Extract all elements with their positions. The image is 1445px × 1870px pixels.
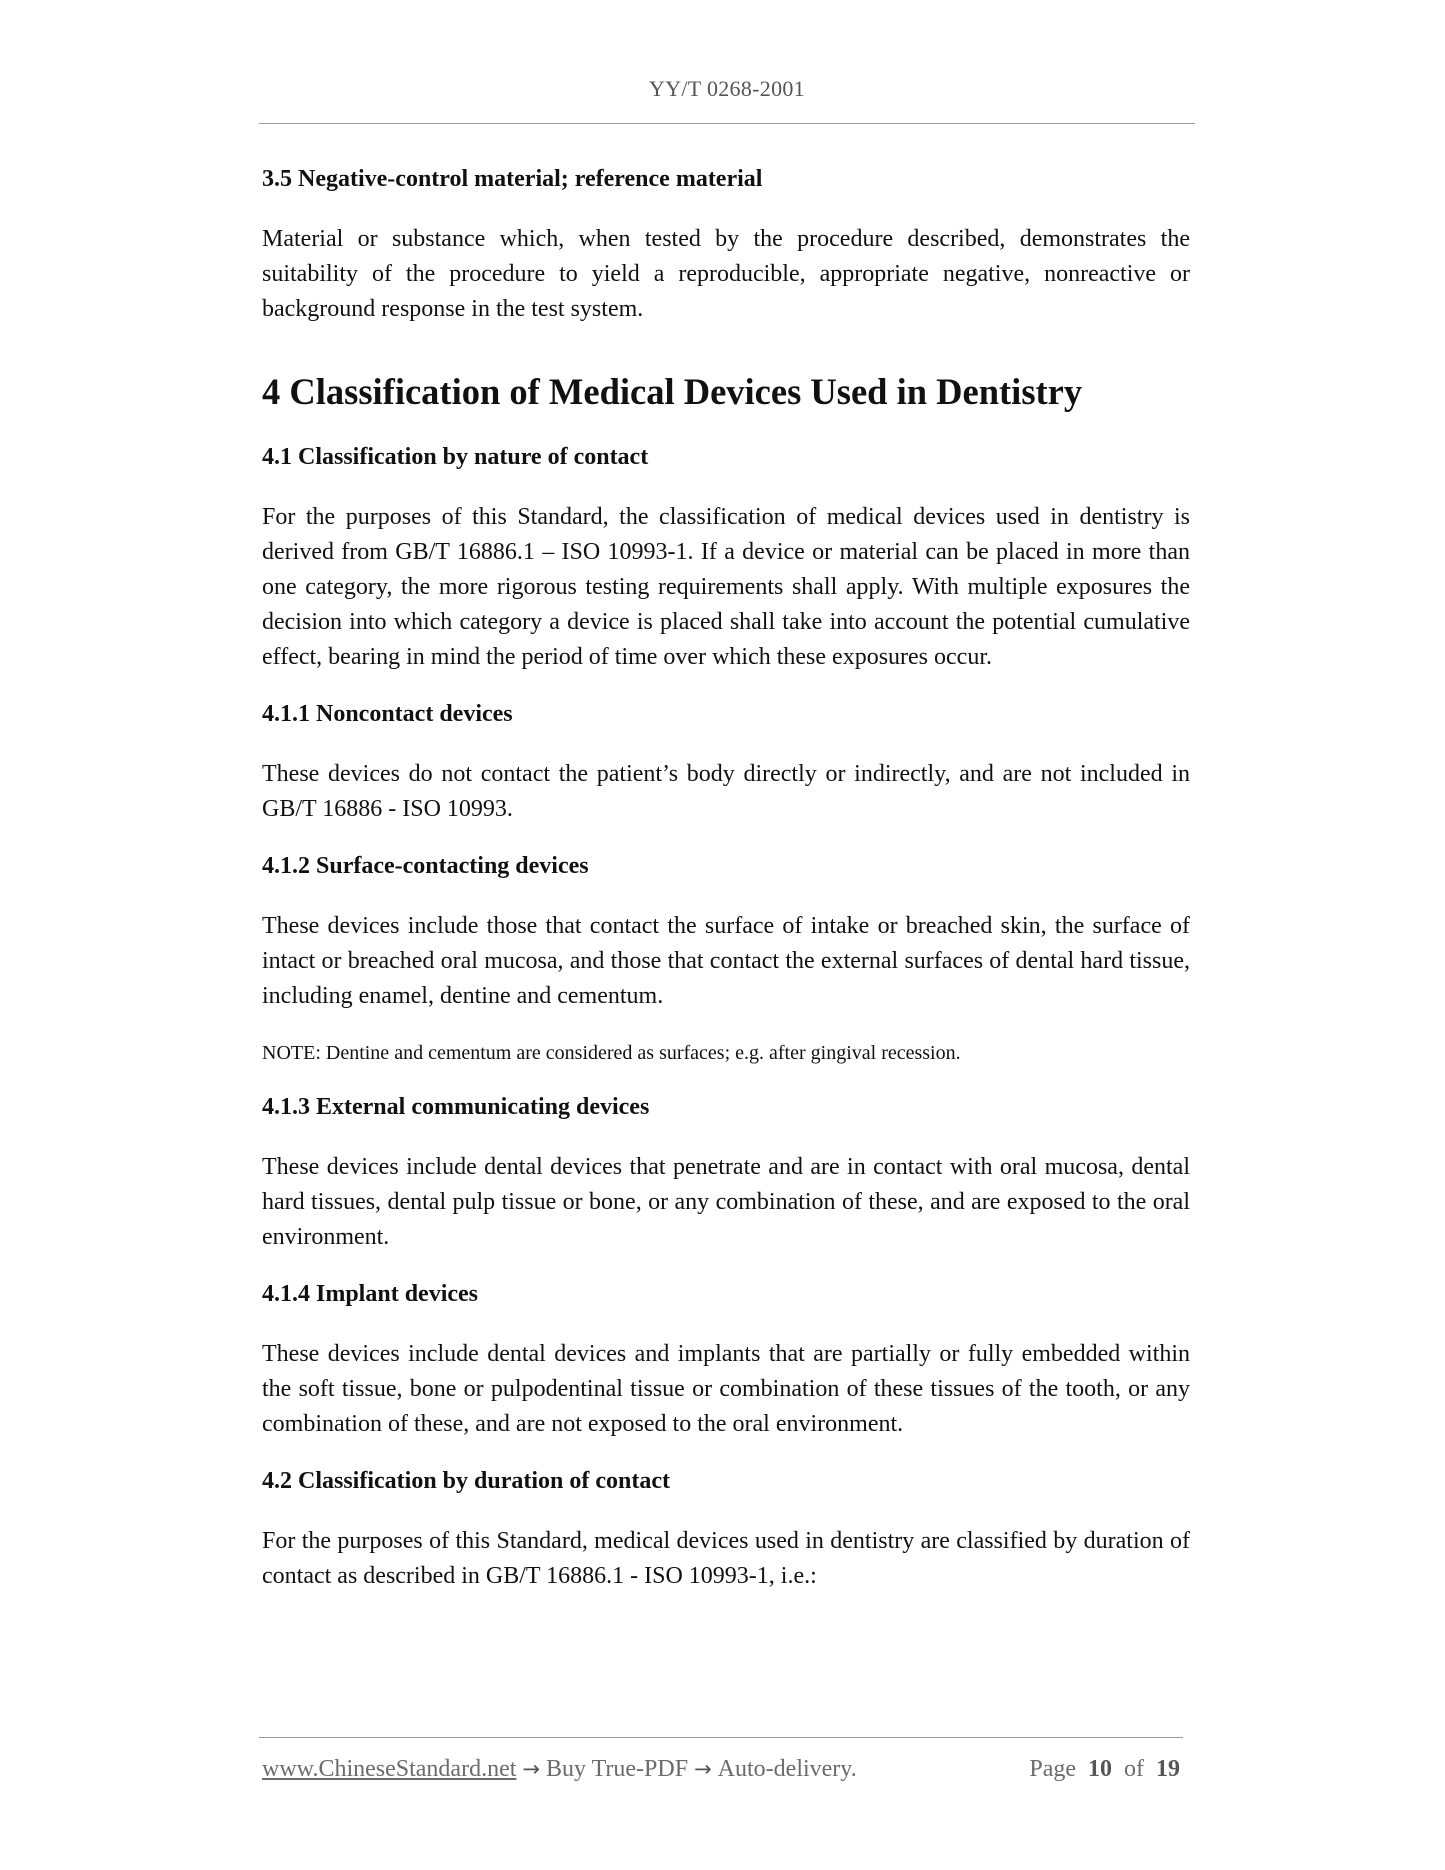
page-total: 19 (1156, 1756, 1180, 1782)
heading-4-1-4: 4.1.4 Implant devices (262, 1281, 478, 1307)
document-code-header: YY/T 0268-2001 (649, 76, 805, 101)
heading-4-2: 4.2 Classification by duration of contact (262, 1468, 670, 1494)
page-number (1029, 1756, 1180, 1783)
heading-4: 4 Classification of Medical Devices Used in Dentistry (262, 371, 1083, 412)
paragraph-4-1-2: These devices include those that contact the surface of intake or breached skin, the surface of intact or breached oral mucosa, and those that contact the external surfaces of dental hard tissue, including enamel, dentine and cementum. (262, 913, 1190, 1009)
footer-divider (259, 1737, 1183, 1738)
paragraph-4-1: For the purposes of this Standard, the classification of medical devices used in dentistry is derived from GB/T 16886.1 – ISO 10993-1. If a device or material can be placed in more than one category, the more rigorous testing requirements shall apply. With multiple exposures the decision into which category a device is placed shall take into account the potential cumulative effect, bearing in mind the period of time over which these exposures occur. (262, 504, 1190, 670)
paragraph-4-1-3: These devices include dental devices that penetrate and are in contact with oral mucosa, dental hard tissues, dental pulp tissue or bone, or any combination of these, and are exposed to the oral environment. (262, 1154, 1190, 1250)
paragraph-4-1-4: These devices include dental devices and implants that are partially or fully embedded within the soft tissue, bone or pulpodentinal tissue or combination of these tissues of the tooth, or any combination of these, and are not exposed to the oral environment. (262, 1341, 1190, 1437)
site-link[interactable]: www.ChineseStandard.net (262, 1756, 517, 1782)
buy-true-pdf-text: Buy True-PDF (546, 1756, 689, 1782)
of-word: of (1124, 1756, 1144, 1782)
heading-4-1-3: 4.1.3 External communicating devices (262, 1094, 650, 1120)
page-current: 10 (1088, 1756, 1112, 1782)
heading-4-1: 4.1 Classification by nature of contact (262, 444, 649, 470)
page-footer (262, 1756, 1182, 1790)
page-word: Page (1029, 1756, 1076, 1782)
paragraph-4-1-1: These devices do not contact the patient’s body directly or indirectly, and are not included in GB/T 16886 - ISO 10993. (262, 761, 1190, 822)
arrow-right-icon: → (694, 1757, 712, 1781)
arrow-right-icon: → (522, 1757, 540, 1781)
header-divider (259, 123, 1195, 124)
heading-4-1-1: 4.1.1 Noncontact devices (262, 701, 513, 727)
paragraph-3-5: Material or substance which, when tested by the procedure described, demonstrates the suitability of the procedure to yield a reproducible, appropriate negative, nonreactive or background response in the test system. (262, 226, 1190, 322)
page-body (262, 163, 1190, 1594)
paragraph-4-2: For the purposes of this Standard, medical devices used in dentistry are classified by duration of contact as described in GB/T 16886.1 - ISO 10993-1, i.e.: (262, 1528, 1190, 1589)
auto-delivery-text: Auto-delivery. (717, 1756, 857, 1782)
heading-4-1-2: 4.1.2 Surface-contacting devices (262, 853, 589, 879)
heading-3-5: 3.5 Negative-control material; reference material (262, 166, 763, 192)
footer-links (262, 1756, 857, 1783)
note-4-1-2: NOTE: Dentine and cementum are considered as surfaces; e.g. after gingival recession. (262, 1042, 961, 1064)
